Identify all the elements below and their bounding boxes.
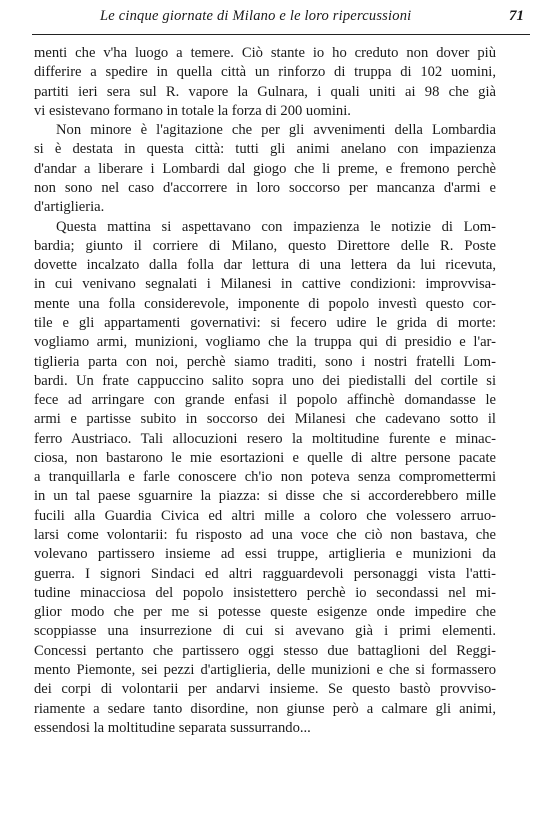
text-line: non sono nel caso d'accorrere in loro soccorso per mancanza d'armi e [34,179,496,196]
text-line: larsi come volontarii: fu risposto ad una voce che ciò non bastava, che [34,527,496,544]
paragraph-1 [34,44,496,121]
text-line: ciosa, non bastarono le mie esortazioni e quelle di altre persone pacate [34,449,496,466]
text-line: glior modo che per me si potesse queste esigenze onde impedire che [34,604,496,621]
text-line: bardi. Un frate cappuccino salito sopra uno dei piedistalli del cortile si [34,372,496,389]
paragraph-2 [34,121,496,217]
text-line: tudine minacciosa del popolo insistettero perchè io secondassi nel mi- [34,584,496,601]
text-line: scoppiasse una insurrezione di cui si avevano già i primi elementi. [34,623,496,640]
text-line: a tranquillarla e farle conoscere ch'io non poteva senza compromettermi [34,469,496,486]
body-text [34,44,496,738]
text-line: fece ad arringare con grande enfasi il popolo affinchè domandasse le [34,392,496,409]
text-line: riamente a sedare tanto disordine, non giunse però a calmare gli animi, [34,700,496,717]
text-line: vogliamo armi, munizioni, vogliamo che la truppa qui di presidio e l'ar- [34,334,496,351]
text-line: in un tal paese sguarnire la piazza: si disse che si accorderebbero mille [34,488,496,505]
text-line: tiglieria parta con noi, perchè siamo traditi, sono i nostri fratelli Lom- [34,353,496,370]
text-line: d'artiglieria. [34,199,105,216]
header-rule [32,34,530,35]
text-line: bardia; giunto il corriere di Milano, questo Direttore delle R. Poste [34,237,496,254]
text-line: armi e partisse subito in soccorso dei Milanesi che cadevano sotto il [34,411,496,428]
text-line: Questa mattina si aspettavano con impazienza le notizie di Lom- [56,218,496,235]
text-line: mento Piemonte, sei pezzi d'artiglieria, delle munizioni e che si formassero [34,662,496,678]
text-line: volevano partissero insieme ad essi truppe, artiglieria e munizioni da [34,546,496,563]
text-line: fucili alla Guardia Civica ed altri mille a coloro che volessero arruo- [34,507,496,524]
text-line: mente una folla considerevole, imponente di popolo investì questo cor- [34,295,496,312]
text-line: tile e gli appartamenti governativi: si fecero udire le grida di morte: [34,314,496,331]
text-line: vi esistevano formano in totale la forza di 200 uomini. [34,102,351,119]
text-line: ferro Austriaco. Tali allocuzioni resero la moltitudine furente e minac- [34,430,496,447]
text-line: Concessi pertanto che partissero oggi stesso due battaglioni del Reggi- [34,642,496,659]
text-line: essendosi la moltitudine separata sussurrando... [34,719,311,736]
text-line: in cui venivano segnalati i Milanesi in cattive condizioni: improvvisa- [34,276,496,293]
paragraph-3 [34,218,496,739]
text-line: dovette incalzato dalla folla dar lettura di una lettera da lui ricevuta, [34,257,496,274]
page-number: 71 [509,8,524,24]
text-line: Non minore è l'agitazione che per gli avvenimenti della Lombardia [56,122,496,139]
text-line: si è destata in questa città: tutti gli animi anelano con impazienza [34,141,496,158]
running-head [32,8,530,34]
text-line: partiti ieri sera sul R. vapore la Gulnara, i quali uniti ai 98 che già [34,83,496,100]
running-title: Le cinque giornate di Milano e le loro ripercussioni [100,8,412,24]
text-line: differire a spedire in quella città un rinforzo di truppa di 102 uomini, [34,64,496,81]
text-line: menti che v'ha luogo a temere. Ciò stante io ho creduto non dover più [34,45,496,61]
text-line: d'andar a liberare i Lombardi dal giogo che li preme, e fremono perchè [34,160,496,177]
text-line: dei corpi di volontarii per andarvi insieme. Se questo bastò provviso- [34,681,496,698]
text-line: guerra. I signori Sindaci ed altri ragguardevoli personaggi vista l'atti- [34,565,496,582]
